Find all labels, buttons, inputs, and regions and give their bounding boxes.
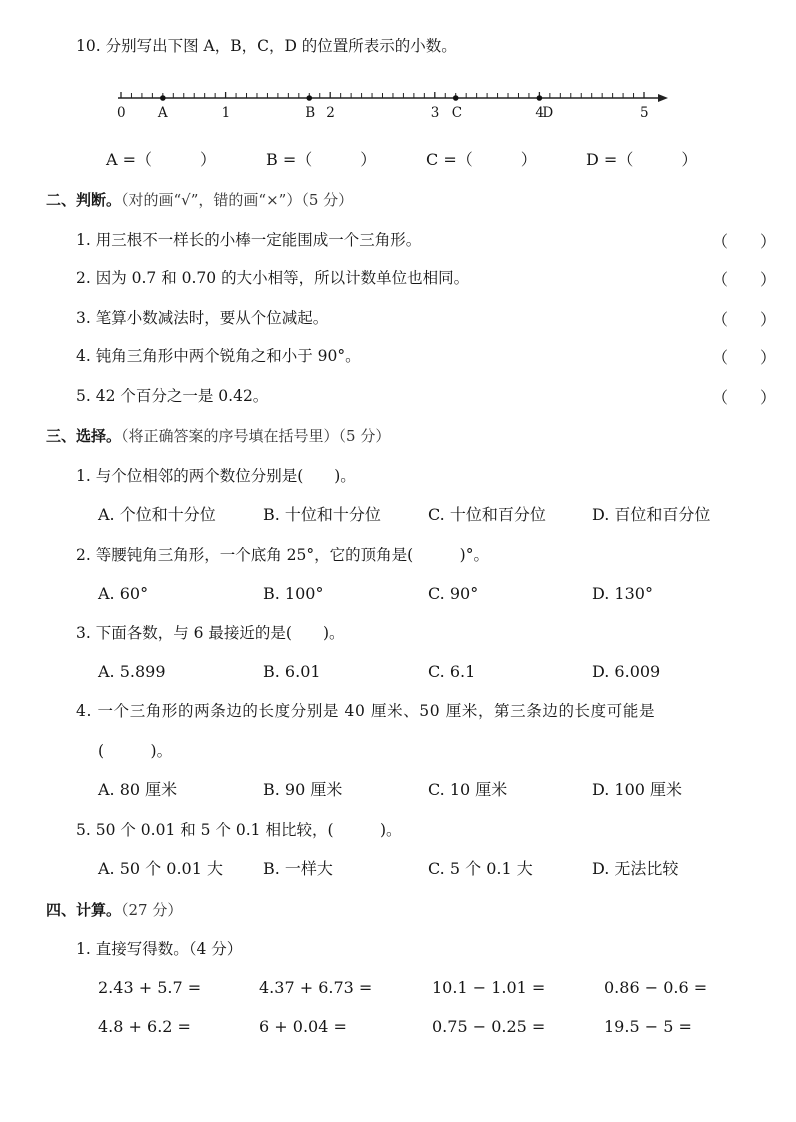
choice-q3-option-d[interactable]: D. 6.009 xyxy=(592,662,661,681)
calc-expression[interactable]: 10.1 − 1.01 = xyxy=(432,978,546,997)
choice-q4-option-b[interactable]: B. 90 厘米 xyxy=(263,780,343,799)
point-label-a: A xyxy=(157,105,168,121)
judge-answer-1[interactable]: （ ） xyxy=(712,232,777,251)
choice-q1-option-a[interactable]: A. 个位和十分位 xyxy=(98,505,216,524)
section-instruction: （对的画“√”，错的画“×”）（5 分） xyxy=(121,191,354,209)
choice-q2-option-a[interactable]: A. 60° xyxy=(98,584,149,603)
tick-label-5: 5 xyxy=(640,105,649,121)
judge-answer-5[interactable]: （ ） xyxy=(712,388,777,407)
calc-expression[interactable]: 4.8 + 6.2 = xyxy=(98,1017,191,1036)
choice-q1-option-d[interactable]: D. 百位和百分位 xyxy=(592,505,711,524)
choice-q5-option-d[interactable]: D. 无法比较 xyxy=(592,859,679,878)
calc-expression[interactable]: 4.37 + 6.73 = xyxy=(259,978,373,997)
choice-q1-option-c[interactable]: C. 十位和百分位 xyxy=(428,505,546,524)
choice-q3-stem: 3. 下面各数，与 6 最接近的是( )。 xyxy=(76,624,345,642)
judge-item-4: 4. 钝角三角形中两个锐角之和小于 90°。 xyxy=(76,347,361,365)
judge-item-2: 2. 因为 0.7 和 0.70 的大小相等，所以计数单位也相同。 xyxy=(76,269,470,287)
point-label-b: B xyxy=(305,105,316,121)
section-title: 四、计算。 xyxy=(46,901,122,919)
section-choice-heading xyxy=(46,426,390,446)
calc-expression[interactable]: 0.75 − 0.25 = xyxy=(432,1017,546,1036)
choice-q5-stem: 5. 50 个 0.01 和 5 个 0.1 相比较，( )。 xyxy=(76,821,402,839)
calc-expression[interactable]: 19.5 − 5 = xyxy=(604,1017,692,1036)
answer-d[interactable]: D =（ ） xyxy=(586,150,698,169)
choice-q1-option-b[interactable]: B. 十位和十分位 xyxy=(263,505,381,524)
choice-q4-stem-continued: ( )。 xyxy=(98,742,173,760)
point-a-dot xyxy=(160,95,166,101)
calc-expression[interactable]: 6 + 0.04 = xyxy=(259,1017,347,1036)
choice-q2-option-c[interactable]: C. 90° xyxy=(428,584,479,603)
choice-q5-option-c[interactable]: C. 5 个 0.1 大 xyxy=(428,859,533,878)
choice-q4-option-a[interactable]: A. 80 厘米 xyxy=(98,780,178,799)
judge-answer-2[interactable]: （ ） xyxy=(712,270,777,289)
choice-q4-stem: 4. 一个三角形的两条边的长度分别是 40 厘米、50 厘米，第三条边的长度可能是 xyxy=(76,702,656,720)
choice-q5-option-a[interactable]: A. 50 个 0.01 大 xyxy=(98,859,223,878)
choice-q3-option-c[interactable]: C. 6.1 xyxy=(428,662,476,681)
choice-q4-option-c[interactable]: C. 10 厘米 xyxy=(428,780,508,799)
calc-expression[interactable]: 0.86 − 0.6 = xyxy=(604,978,708,997)
judge-item-5: 5. 42 个百分之一是 0.42。 xyxy=(76,387,269,405)
tick-label-0: 0 xyxy=(117,105,126,121)
judge-item-3: 3. 笔算小数减法时，要从个位减起。 xyxy=(76,309,329,327)
tick-label-2: 2 xyxy=(326,105,335,121)
section-instruction: （27 分） xyxy=(121,901,183,919)
point-label-c: C xyxy=(451,105,463,121)
section-title: 三、选择。 xyxy=(46,427,122,445)
choice-q3-option-a[interactable]: A. 5.899 xyxy=(98,662,166,681)
judge-item-1: 1. 用三根不一样长的小棒一定能围成一个三角形。 xyxy=(76,231,422,249)
choice-q1-stem: 1. 与个位相邻的两个数位分别是( )。 xyxy=(76,467,356,485)
answer-b[interactable]: B =（ ） xyxy=(266,150,377,169)
point-b-dot xyxy=(306,95,312,101)
choice-q4-option-d[interactable]: D. 100 厘米 xyxy=(592,780,683,799)
choice-q2-option-b[interactable]: B. 100° xyxy=(263,584,324,603)
calc-expression[interactable]: 2.43 + 5.7 = xyxy=(98,978,202,997)
calc-q1-title: 1. 直接写得数。（4 分） xyxy=(76,940,243,958)
section-title: 二、判断。 xyxy=(46,191,122,209)
section-instruction: （将正确答案的序号填在括号里）（5 分） xyxy=(121,427,391,445)
judge-answer-4[interactable]: （ ） xyxy=(712,348,777,367)
choice-q3-option-b[interactable]: B. 6.01 xyxy=(263,662,321,681)
tick-label-3: 3 xyxy=(430,105,440,121)
section-calc-heading xyxy=(46,900,182,920)
answer-c[interactable]: C =（ ） xyxy=(426,150,537,169)
tick-label-4: 4 xyxy=(535,105,544,121)
point-d-dot xyxy=(537,95,543,101)
number-line-arrow xyxy=(658,94,668,102)
choice-q2-stem: 2. 等腰钝角三角形，一个底角 25°，它的顶角是( )°。 xyxy=(76,546,489,564)
point-c-dot xyxy=(453,95,459,101)
answer-a[interactable]: A =（ ） xyxy=(106,150,217,169)
question-10-title: 10. 分别写出下图 A，B，C，D 的位置所表示的小数。 xyxy=(76,37,457,55)
judge-answer-3[interactable]: （ ） xyxy=(712,310,777,329)
point-label-d: D xyxy=(542,105,554,121)
tick-label-1: 1 xyxy=(221,105,231,121)
choice-q2-option-d[interactable]: D. 130° xyxy=(592,584,653,603)
section-judge-heading xyxy=(46,190,353,210)
choice-q5-option-b[interactable]: B. 一样大 xyxy=(263,859,333,878)
